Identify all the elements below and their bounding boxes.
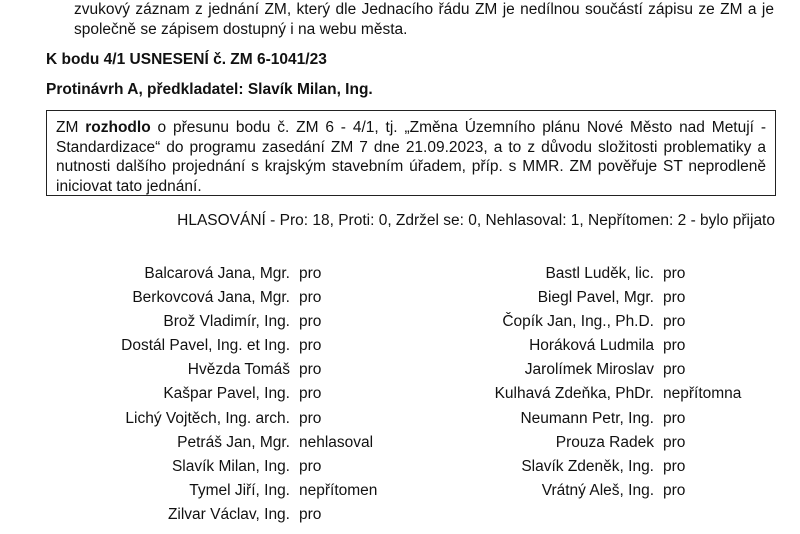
vote-row: [400, 262, 741, 286]
vote-row: [0, 382, 377, 406]
member-vote: pro: [663, 265, 686, 282]
member-name: Prouza Radek: [555, 433, 654, 451]
vote-roster-left: [0, 262, 377, 527]
member-vote: pro: [663, 289, 686, 307]
vote-row: [0, 262, 377, 286]
member-vote: pro: [663, 361, 686, 379]
member-name: Neumann Petr, Ing.: [520, 409, 654, 427]
member-name: Tymel Jiří, Ing.: [189, 481, 290, 499]
member-name: Brož Vladimír, Ing.: [163, 313, 290, 331]
member-vote: pro: [299, 457, 322, 475]
member-vote: pro: [663, 313, 686, 331]
member-name: Slavík Milan, Ing.: [171, 457, 290, 475]
member-vote: pro: [663, 457, 686, 475]
vote-row: [0, 286, 377, 310]
vote-row: [0, 407, 377, 431]
member-vote: pro: [663, 481, 686, 499]
vote-row: [0, 334, 377, 358]
member-vote: nehlasoval: [299, 433, 374, 451]
resolution-keyword: rozhodlo: [85, 119, 151, 136]
member-name: Vrátný Aleš, Ing.: [541, 481, 654, 499]
vote-row: [0, 431, 377, 455]
member-vote: pro: [299, 385, 322, 403]
vote-row: [400, 431, 741, 455]
member-name: Bastl Luděk, lic.: [545, 265, 654, 282]
member-name: Slavík Zdeněk, Ing.: [521, 457, 654, 475]
member-name: Berkovcová Jana, Mgr.: [132, 289, 290, 307]
resolution-text: o přesunu bodu č. ZM 6 - 4/1, tj. „Změna Územního plánu Nové Město nad Metují - Standardizace“ do programu zasedání ZM 7 dne 21.09.2023, a to z důvodu složitosti problematiky a nutnosti dalšího projednání s krajským stavebním úřadem, příp. s MMR. ZM pověřuje ST neprodleně iniciovat tato jednání.: [56, 119, 767, 195]
member-name: Biegl Pavel, Mgr.: [537, 289, 654, 307]
vote-row: [0, 310, 377, 334]
member-vote: pro: [299, 337, 322, 355]
vote-row: [0, 503, 377, 527]
resolution-heading: K bodu 4/1 USNESENÍ č. ZM 6-1041/23: [46, 51, 327, 68]
member-name: Dostál Pavel, Ing. et Ing.: [121, 337, 290, 355]
vote-row: [400, 334, 741, 358]
counterproposal-heading: Protinávrh A, předkladatel: Slavík Milan, Ing.: [46, 81, 373, 98]
member-name: Horáková Ludmila: [529, 337, 654, 355]
member-name: Kulhavá Zdeňka, PhDr.: [494, 385, 654, 403]
member-vote: pro: [663, 409, 686, 427]
vote-row: [400, 455, 741, 479]
member-name: Jarolímek Miroslav: [524, 361, 654, 379]
resolution-prefix: ZM: [56, 119, 86, 136]
member-name: Balcarová Jana, Mgr.: [144, 265, 290, 282]
member-vote: pro: [299, 505, 322, 523]
vote-row: [0, 479, 377, 503]
member-name: Petráš Jan, Mgr.: [177, 433, 290, 451]
vote-summary: HLASOVÁNÍ - Pro: 18, Proti: 0, Zdržel se: 0, Nehlasoval: 1, Nepřítomen: 2 - bylo přijato: [177, 212, 775, 229]
member-vote: pro: [663, 337, 686, 355]
vote-row: [400, 358, 741, 382]
vote-row: [0, 455, 377, 479]
member-name: Čopík Jan, Ing., Ph.D.: [502, 313, 654, 331]
member-vote: pro: [299, 313, 322, 331]
intro-paragraph: zvukový záznam z jednání ZM, který dle Jednacího řádu ZM je nedílnou součástí zápisu ze ZM a je společně se zápisem dostupný i na webu města.: [74, 1, 774, 38]
member-name: Hvězda Tomáš: [187, 361, 290, 379]
vote-row: [400, 479, 741, 503]
vote-row: [0, 358, 377, 382]
resolution-box: [46, 110, 776, 196]
member-vote: pro: [299, 361, 322, 379]
member-vote: pro: [299, 265, 322, 282]
member-vote: pro: [299, 289, 322, 307]
vote-roster-right: [400, 262, 741, 503]
member-vote: nepřítomen: [299, 481, 378, 499]
member-vote: pro: [299, 409, 322, 427]
member-name: Lichý Vojtěch, Ing. arch.: [125, 409, 290, 427]
vote-row: [400, 310, 741, 334]
member-vote: pro: [663, 433, 686, 451]
vote-row: [400, 382, 741, 406]
vote-row: [400, 407, 741, 431]
member-vote: nepřítomna: [663, 385, 742, 403]
member-name: Kašpar Pavel, Ing.: [163, 385, 290, 403]
member-name: Zilvar Václav, Ing.: [167, 505, 290, 523]
vote-row: [400, 286, 741, 310]
